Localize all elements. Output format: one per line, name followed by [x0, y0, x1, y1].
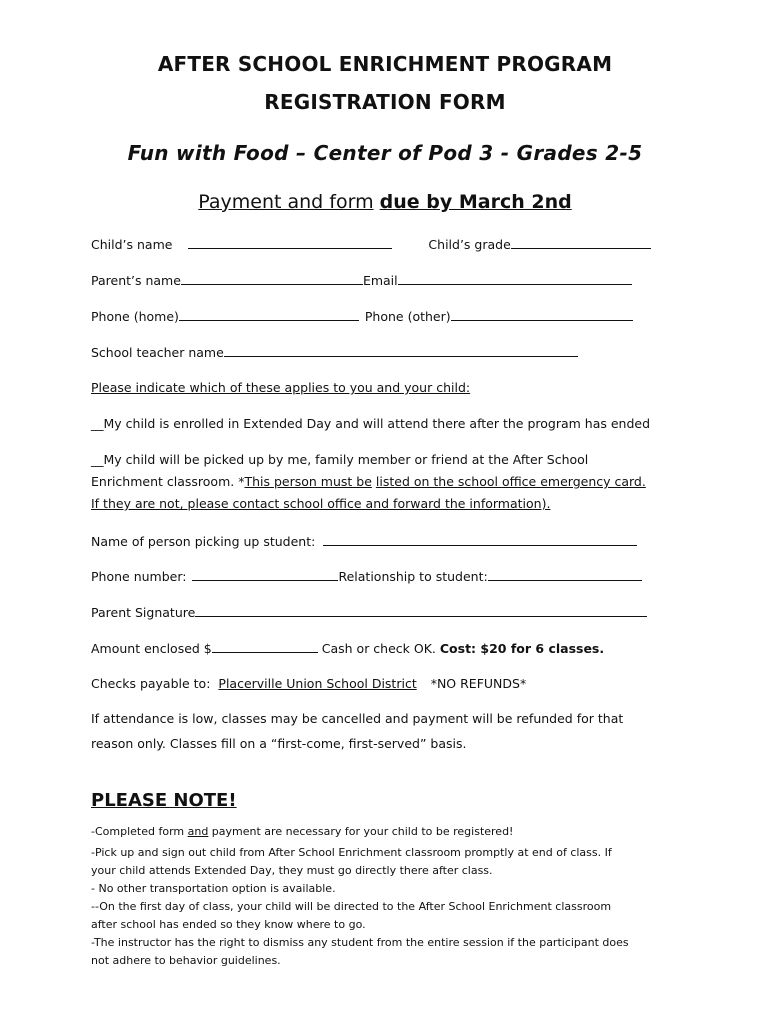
- child-name-label: Child’s name: [91, 237, 173, 252]
- teacher-name-field[interactable]: [224, 342, 578, 357]
- payee-name: Placerville Union School District: [218, 676, 417, 691]
- amount-row: [91, 638, 604, 660]
- phone-other-label: Phone (other): [364, 309, 451, 324]
- note-1-end: payment are necessary for your child to be registered!: [208, 825, 514, 838]
- option-pickup-line1[interactable]: __My child will be picked up by me, family member or friend at the After School: [91, 452, 589, 467]
- due-date-bold: due by March 2nd: [379, 191, 572, 213]
- relationship-field[interactable]: [488, 566, 642, 581]
- note-transportation: - No other transportation option is available.: [91, 882, 336, 895]
- form-title-line1: AFTER SCHOOL ENRICHMENT PROGRAM: [157, 52, 613, 76]
- pickup-name-label: Name of person picking up student:: [91, 534, 316, 549]
- child-grade-label: Child’s grade: [428, 237, 511, 252]
- no-refunds: *NO REFUNDS*: [430, 676, 527, 691]
- note-first-day-line1: --On the first day of class, your child will be directed to the After School Enrichment classroom: [91, 900, 612, 913]
- option-pickup-line3: If they are not, please contact school office and forward the information).: [91, 496, 551, 511]
- relationship-label: Relationship to student:: [338, 569, 488, 584]
- pickup-phone-label: Phone number:: [91, 569, 187, 584]
- note-dismiss-line2: not adhere to behavior guidelines.: [91, 954, 281, 967]
- teacher-name-label: School teacher name: [91, 345, 224, 360]
- phone-home-label: Phone (home): [91, 309, 179, 324]
- note-pickup-line2: your child attends Extended Day, they must go directly there after class.: [91, 864, 493, 877]
- amount-label: Amount enclosed $: [91, 641, 212, 656]
- child-name-field[interactable]: [188, 234, 392, 249]
- signature-field[interactable]: [195, 602, 647, 617]
- note-dismiss-line1: -The instructor has the right to dismiss any student from the entire session if the participant does: [91, 936, 629, 949]
- emergency-card-note-a: This person must be: [244, 474, 372, 489]
- due-prefix: Payment and form: [198, 191, 374, 213]
- phone-row: [91, 306, 633, 328]
- pickup-phone-field[interactable]: [192, 566, 338, 581]
- parent-row: [91, 270, 632, 292]
- phone-other-field[interactable]: [451, 306, 633, 321]
- please-note-heading: PLEASE NOTE!: [91, 790, 237, 811]
- pickup-phone-row: [91, 566, 642, 588]
- amount-field[interactable]: [212, 638, 318, 653]
- note-1-and: and: [187, 825, 209, 838]
- note-first-day-line2: after school has ended so they know where to go.: [91, 918, 366, 931]
- due-date-line: [0, 191, 770, 213]
- checks-label: Checks payable to:: [91, 676, 211, 691]
- attendance-line1: If attendance is low, classes may be cancelled and payment will be refunded for that: [91, 711, 624, 726]
- signature-row: [91, 602, 647, 624]
- phone-home-field[interactable]: [179, 306, 359, 321]
- note-1-start: -Completed form: [91, 825, 188, 838]
- applies-heading: Please indicate which of these applies to you and your child:: [91, 380, 471, 395]
- email-label: Email: [362, 273, 398, 288]
- checks-row: [91, 673, 526, 695]
- option-pickup-text: Enrichment classroom. *: [91, 474, 245, 489]
- option-pickup-line2: [91, 471, 646, 493]
- cost-text: Cost: $20 for 6 classes.: [439, 641, 605, 656]
- signature-label: Parent Signature: [91, 605, 196, 620]
- parent-name-label: Parent’s name: [91, 273, 181, 288]
- emergency-card-note-b: listed on the school office emergency card.: [375, 474, 646, 489]
- parent-name-field[interactable]: [181, 270, 363, 285]
- pickup-name-row: [91, 531, 637, 553]
- child-row: [91, 234, 651, 256]
- note-pickup-line1: -Pick up and sign out child from After School Enrichment classroom promptly at end of class. If: [91, 846, 612, 859]
- note-completed-form: [91, 823, 513, 841]
- child-grade-field[interactable]: [511, 234, 651, 249]
- teacher-row: [91, 342, 578, 364]
- pickup-name-field[interactable]: [323, 531, 637, 546]
- cash-text: Cash or check OK.: [321, 641, 436, 656]
- email-field[interactable]: [398, 270, 632, 285]
- program-subtitle: Fun with Food – Center of Pod 3 - Grades 2-5: [127, 141, 643, 165]
- form-title-line2: REGISTRATION FORM: [264, 90, 506, 114]
- attendance-line2: reason only. Classes fill on a “first-come, first-served” basis.: [91, 736, 467, 751]
- option-extended-day[interactable]: __My child is enrolled in Extended Day and will attend there after the program has ended: [91, 416, 651, 431]
